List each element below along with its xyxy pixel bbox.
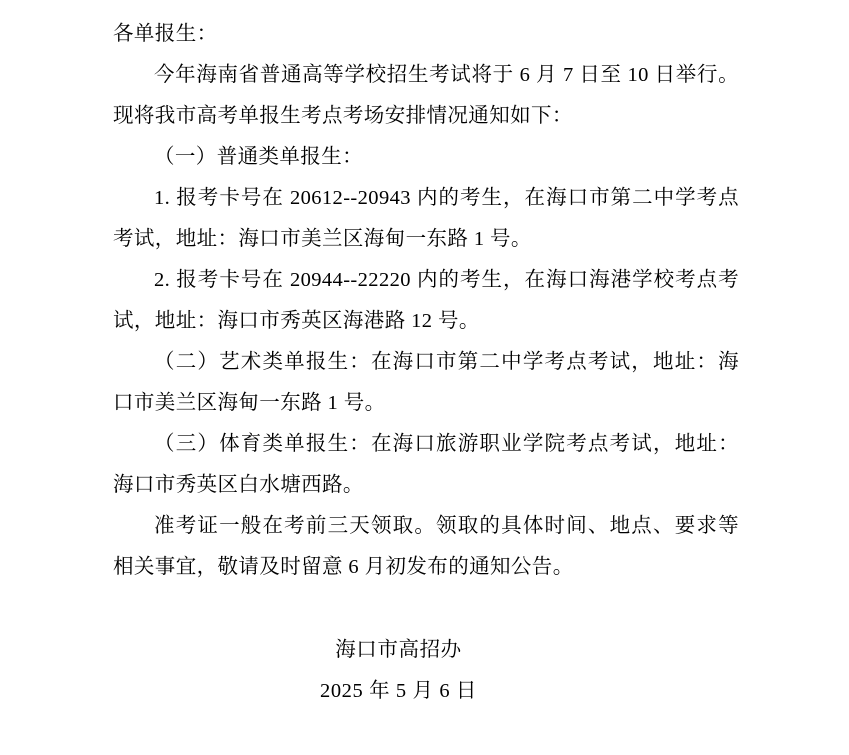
signature-issuer: 海口市高招办 — [335, 639, 462, 661]
section-two: （二）艺术类单报生：在海口市第二中学考点考试，地址：海口市美兰区海甸一东路 1 号。 — [113, 351, 739, 414]
signature-date: 2025 年 5 月 6 日 — [319, 680, 478, 702]
closing-paragraph: 准考证一般在考前三天领取。领取的具体时间、地点、要求等相关事宜，敬请及时留意 6 月初发布的通知公告。 — [113, 515, 739, 578]
section-one-heading: （一）普通类单报生： — [154, 146, 363, 168]
signature-block — [113, 630, 739, 712]
item-1: 1. 报考卡号在 20612--20943 内的考生，在海口市第二中学考点考试，地址：海口市美兰区海甸一东路 1 号。 — [113, 187, 739, 250]
section-three: （三）体育类单报生：在海口旅游职业学院考点考试，地址：海口市秀英区白水塘西路。 — [113, 433, 739, 496]
intro-paragraph: 今年海南省普通高等学校招生考试将于 6 月 7 日至 10 日举行。现将我市高考单报生考点考场安排情况通知如下： — [113, 64, 739, 127]
item-2: 2. 报考卡号在 20944--22220 内的考生，在海口海港学校考点考试，地址：海口市秀英区海港路 12 号。 — [113, 269, 739, 332]
salutation: 各单报生： — [113, 23, 218, 45]
document-body — [113, 14, 739, 588]
